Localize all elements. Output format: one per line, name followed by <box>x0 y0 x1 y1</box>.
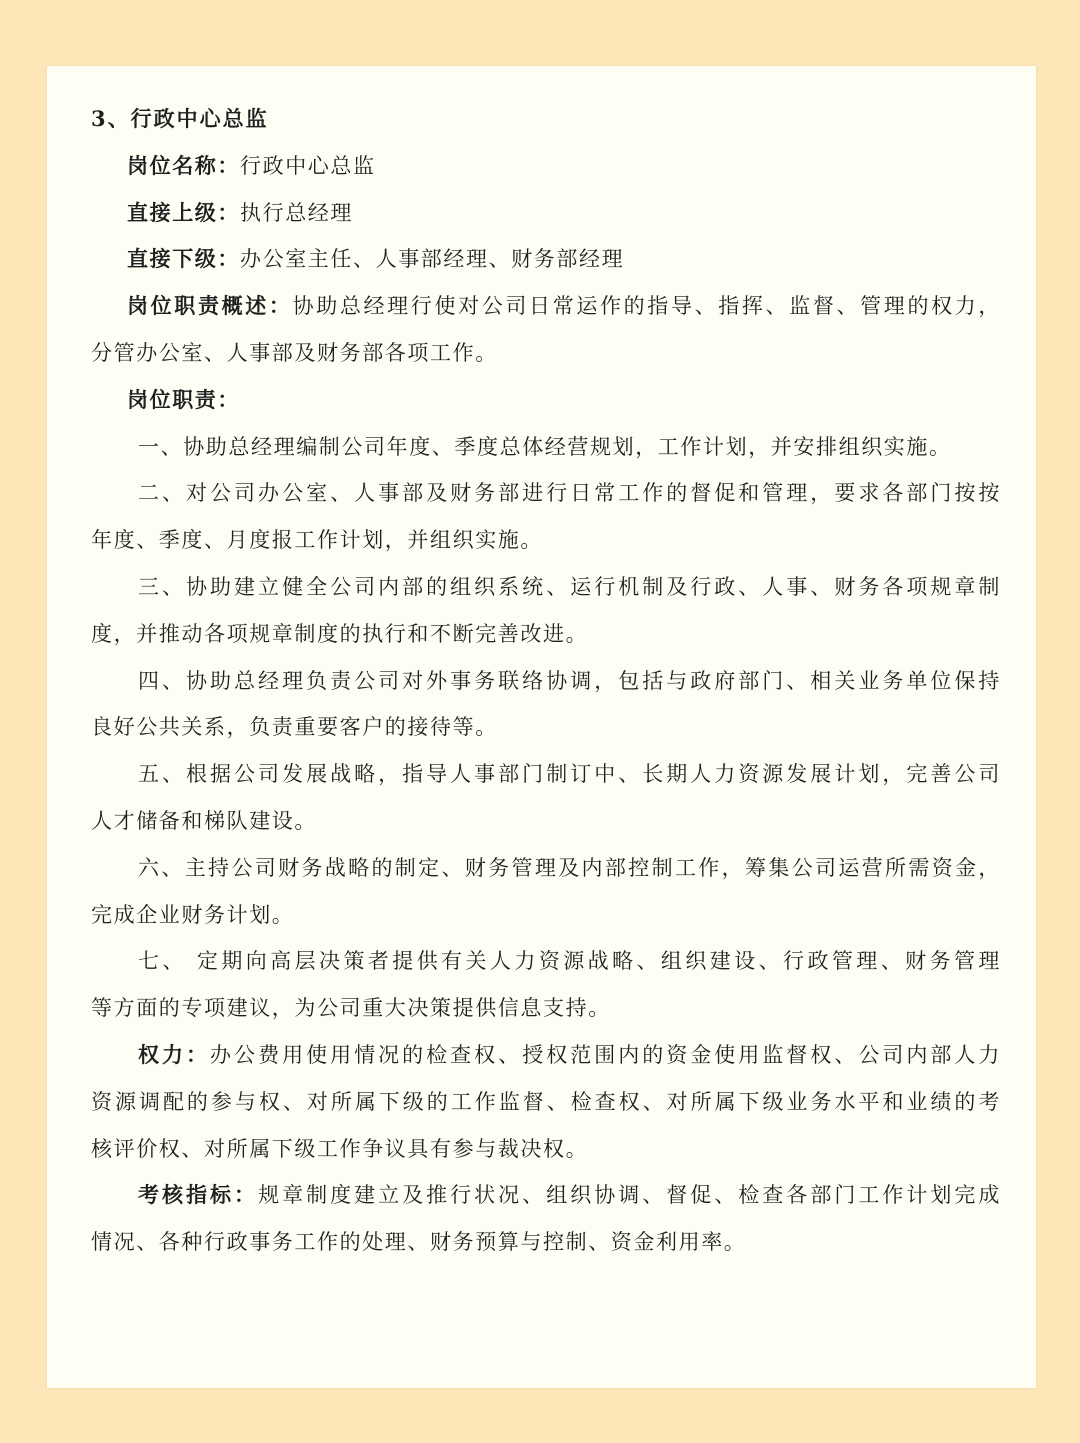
authority-label: 权力： <box>138 1041 211 1067</box>
duty-1-line-1: 一、协助总经理编制公司年度、季度总体经营规划，工作计划，并安排组织实施。 <box>138 434 952 459</box>
summary-line-1 <box>91 283 1001 330</box>
duty-2-line-2: 年度、季度、月度报工作计划，并组织实施。 <box>91 528 543 553</box>
duty-6-line-2: 完成企业财务计划。 <box>91 902 295 927</box>
authority-line-2: 资源调配的参与权、对所属下级的工作监督、检查权、对所属下级业务水平和业绩的考 <box>91 1089 1001 1114</box>
direct-subordinates-value: 办公室主任、人事部经理、财务部经理 <box>240 247 625 272</box>
kpi-text-1: 规章制度建立及推行状况、组织协调、督促、检查各部门工作计划完成 <box>258 1183 1001 1208</box>
summary-text-1: 协助总经理行使对公司日常运作的指导、指挥、监督、管理的权力， <box>292 294 1002 319</box>
duty-4-line-1: 四、协助总经理负责公司对外事务联络协调，包括与政府部门、相关业务单位保持 <box>138 668 1001 693</box>
duty-2-line-1: 二、对公司办公室、人事部及财务部进行日常工作的督促和管理，要求各部门按按 <box>138 481 1001 506</box>
duty-3-line-1: 三、协助建立健全公司内部的组织系统、运行机制及行政、人事、财务各项规章制 <box>138 574 1001 599</box>
summary-label: 岗位职责概述： <box>127 293 293 319</box>
kpi-line-1 <box>91 1172 1001 1219</box>
position-name-label: 岗位名称： <box>127 152 240 178</box>
direct-subordinates-label: 直接下级： <box>127 246 240 272</box>
direct-superior-value: 执行总经理 <box>240 200 353 225</box>
authority-line-3: 核评价权、对所属下级工作争议具有参与裁决权。 <box>91 1136 589 1161</box>
duty-3-line-2: 度，并推动各项规章制度的执行和不断完善改进。 <box>91 621 589 646</box>
duty-5-line-2: 人才储备和梯队建设。 <box>91 808 317 833</box>
duties-label: 岗位职责： <box>127 386 240 412</box>
document-body <box>91 96 1001 1266</box>
duty-7-line-2: 等方面的专项建议，为公司重大决策提供信息支持。 <box>91 996 611 1021</box>
authority-text-1: 办公费用使用情况的检查权、授权范围内的资金使用监督权、公司内部人力 <box>210 1042 1002 1067</box>
duty-4-line-2: 良好公共关系，负责重要客户的接待等。 <box>91 715 498 740</box>
direct-superior-label: 直接上级： <box>127 199 240 225</box>
duty-6-line-1: 六、主持公司财务战略的制定、财务管理及内部控制工作，筹集公司运营所需资金， <box>138 855 1001 880</box>
direct-subordinates-row <box>91 236 1001 283</box>
kpi-label: 考核指标： <box>138 1182 259 1208</box>
authority-line-1 <box>91 1032 1001 1079</box>
summary-line-2: 分管办公室、人事部及财务部各项工作。 <box>91 340 498 365</box>
position-name-value: 行政中心总监 <box>240 153 376 178</box>
position-name-row <box>91 143 1001 190</box>
kpi-line-2: 情况、各种行政事务工作的处理、财务预算与控制、资金利用率。 <box>91 1230 747 1255</box>
document-page <box>47 66 1036 1388</box>
section-title: 3、行政中心总监 <box>91 106 269 131</box>
duty-7-line-1: 七、 定期向高层决策者提供有关人力资源战略、组织建设、行政管理、财务管理 <box>138 949 1001 974</box>
duty-5-line-1: 五、根据公司发展战略，指导人事部门制订中、长期人力资源发展计划，完善公司 <box>138 762 1001 787</box>
direct-superior-row <box>91 190 1001 237</box>
